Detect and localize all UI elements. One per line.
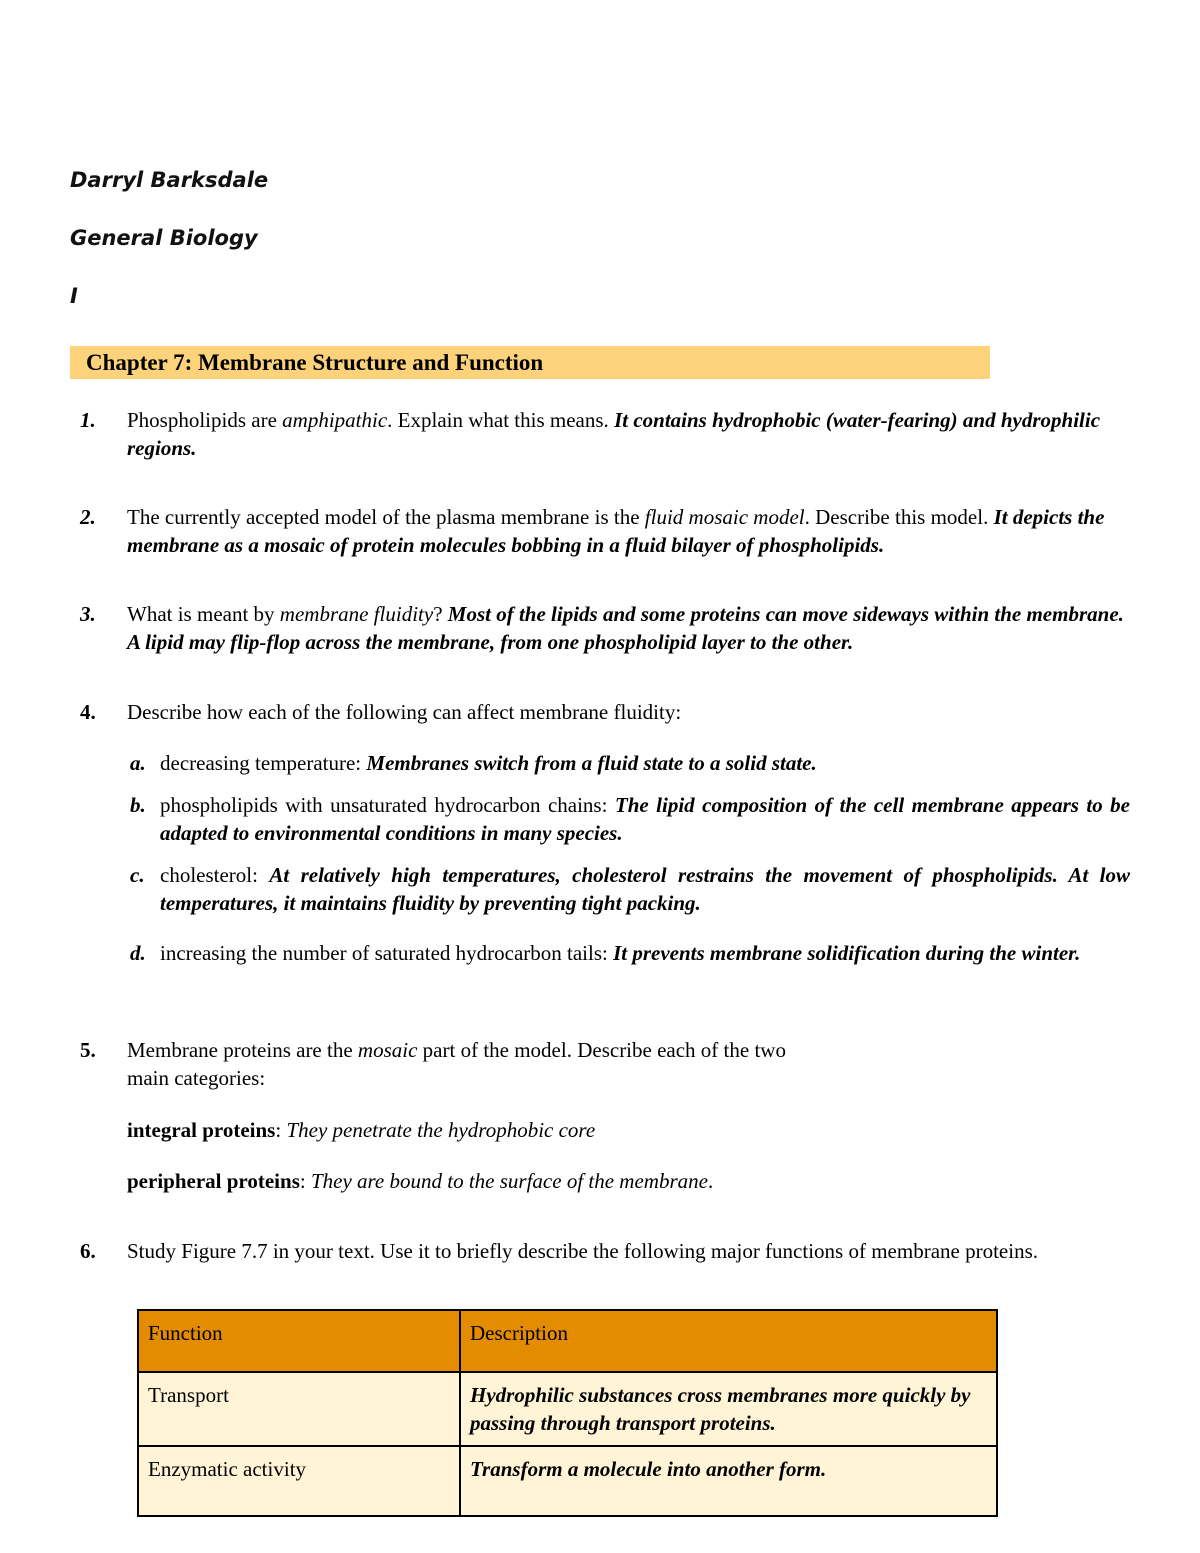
header-description: Description — [460, 1310, 997, 1372]
subquestion-letter: d. — [130, 941, 146, 965]
table-header-row — [138, 1310, 997, 1372]
key-term: fluid mosaic model — [644, 505, 805, 529]
question-number: 2. — [80, 505, 96, 529]
description-cell: Transform a molecule into another form. — [460, 1446, 997, 1516]
question-text: Phospholipids are amphipathic. Explain what this means. It contains hydrophobic (water-fearing) and hydrophilic regions. — [127, 408, 1101, 460]
membrane-protein-functions-table — [137, 1309, 998, 1517]
category-label: peripheral proteins — [127, 1169, 300, 1193]
answer: The lipid composition of the cell membrane appears to be adapted to environmental conditions in many species. — [160, 793, 1130, 845]
function-cell: Transport — [138, 1372, 460, 1446]
subquestion-b: b. phospholipids with unsaturated hydrocarbon chains: The lipid composition of the cell membrane appears to be adapted to environmental conditions in many species. — [130, 793, 1130, 845]
answer: It prevents membrane solidification during the winter. — [613, 941, 1081, 965]
question-3 — [80, 600, 1130, 656]
question-2 — [80, 503, 1130, 559]
question-number: 1. — [80, 408, 96, 432]
answer: It depicts the membrane as a mosaic of protein molecules bobbing in a fluid bilayer of phospholipids. — [127, 505, 1105, 557]
category-label: integral proteins — [127, 1118, 276, 1142]
chapter-banner — [70, 346, 990, 379]
description-cell: Hydrophilic substances cross membranes more quickly by passing through transport proteins. — [460, 1372, 997, 1446]
answer: They penetrate the hydrophobic core — [286, 1118, 596, 1142]
chapter-title: Chapter 7: Membrane Structure and Function — [86, 350, 544, 375]
question-6 — [80, 1237, 1130, 1265]
question-4 — [80, 698, 1130, 726]
subquestion-a: a. decreasing temperature: Membranes switch from a fluid state to a solid state. — [130, 751, 817, 775]
question-5 — [80, 1036, 1130, 1092]
key-term: mosaic — [357, 1038, 418, 1062]
answer: At relatively high temperatures, cholesterol restrains the movement of phospholipids. At low temperatures, it maintains fluidity by preventing tight packing. — [160, 863, 1131, 915]
course-section: I — [70, 284, 78, 308]
integral-proteins: integral proteins: They penetrate the hydrophobic core — [127, 1118, 596, 1142]
function-cell: Enzymatic activity — [138, 1446, 460, 1516]
question-text: Membrane proteins are the mosaic part of the model. Describe each of the two main categories: — [127, 1038, 786, 1090]
table-row — [138, 1372, 997, 1446]
subquestion-letter: c. — [130, 863, 145, 887]
subquestion-letter: a. — [130, 751, 146, 775]
question-number: 5. — [80, 1038, 96, 1062]
question-number: 4. — [80, 700, 96, 724]
question-1 — [80, 406, 1130, 462]
key-term: amphipathic — [282, 408, 388, 432]
question-text: The currently accepted model of the plasma membrane is the fluid mosaic model. Describe this model. It depicts the membrane as a mosaic of protein molecules bobbing in a fluid bilayer of phospholipids. — [127, 505, 1105, 557]
header-function: Function — [138, 1310, 460, 1372]
question-text: What is meant by membrane fluidity? Most of the lipids and some proteins can move sideways within the membrane. A lipid may flip-flop across the membrane, from one phospholipid layer to the other. — [127, 602, 1124, 654]
question-text: Describe how each of the following can affect membrane fluidity: — [127, 700, 682, 724]
question-text: Study Figure 7.7 in your text. Use it to briefly describe the following major functions of membrane proteins. — [127, 1239, 1038, 1263]
table-row — [138, 1446, 997, 1516]
question-number: 6. — [80, 1239, 96, 1263]
subquestion-d: d. increasing the number of saturated hydrocarbon tails: It prevents membrane solidification during the winter. — [130, 941, 1081, 965]
subquestion-c: c. cholesterol: At relatively high temperatures, cholesterol restrains the movement of phospholipids. At low temperatures, it maintains fluidity by preventing tight packing. — [130, 863, 1131, 915]
answer: It contains hydrophobic (water-fearing) and hydrophilic regions. — [127, 408, 1101, 460]
answer: Most of the lipids and some proteins can move sideways within the membrane. A lipid may flip-flop across the membrane, from one phospholipid layer to the other. — [127, 602, 1124, 654]
question-number: 3. — [80, 602, 96, 626]
student-name: Darryl Barksdale — [70, 168, 269, 192]
subquestion-letter: b. — [130, 793, 146, 817]
peripheral-proteins: peripheral proteins: They are bound to the surface of the membrane. — [127, 1169, 714, 1193]
key-term: membrane fluidity — [279, 602, 434, 626]
answer: Membranes switch from a fluid state to a solid state. — [366, 751, 817, 775]
course-name: General Biology — [70, 226, 258, 250]
answer: They are bound to the surface of the membrane — [310, 1169, 708, 1193]
